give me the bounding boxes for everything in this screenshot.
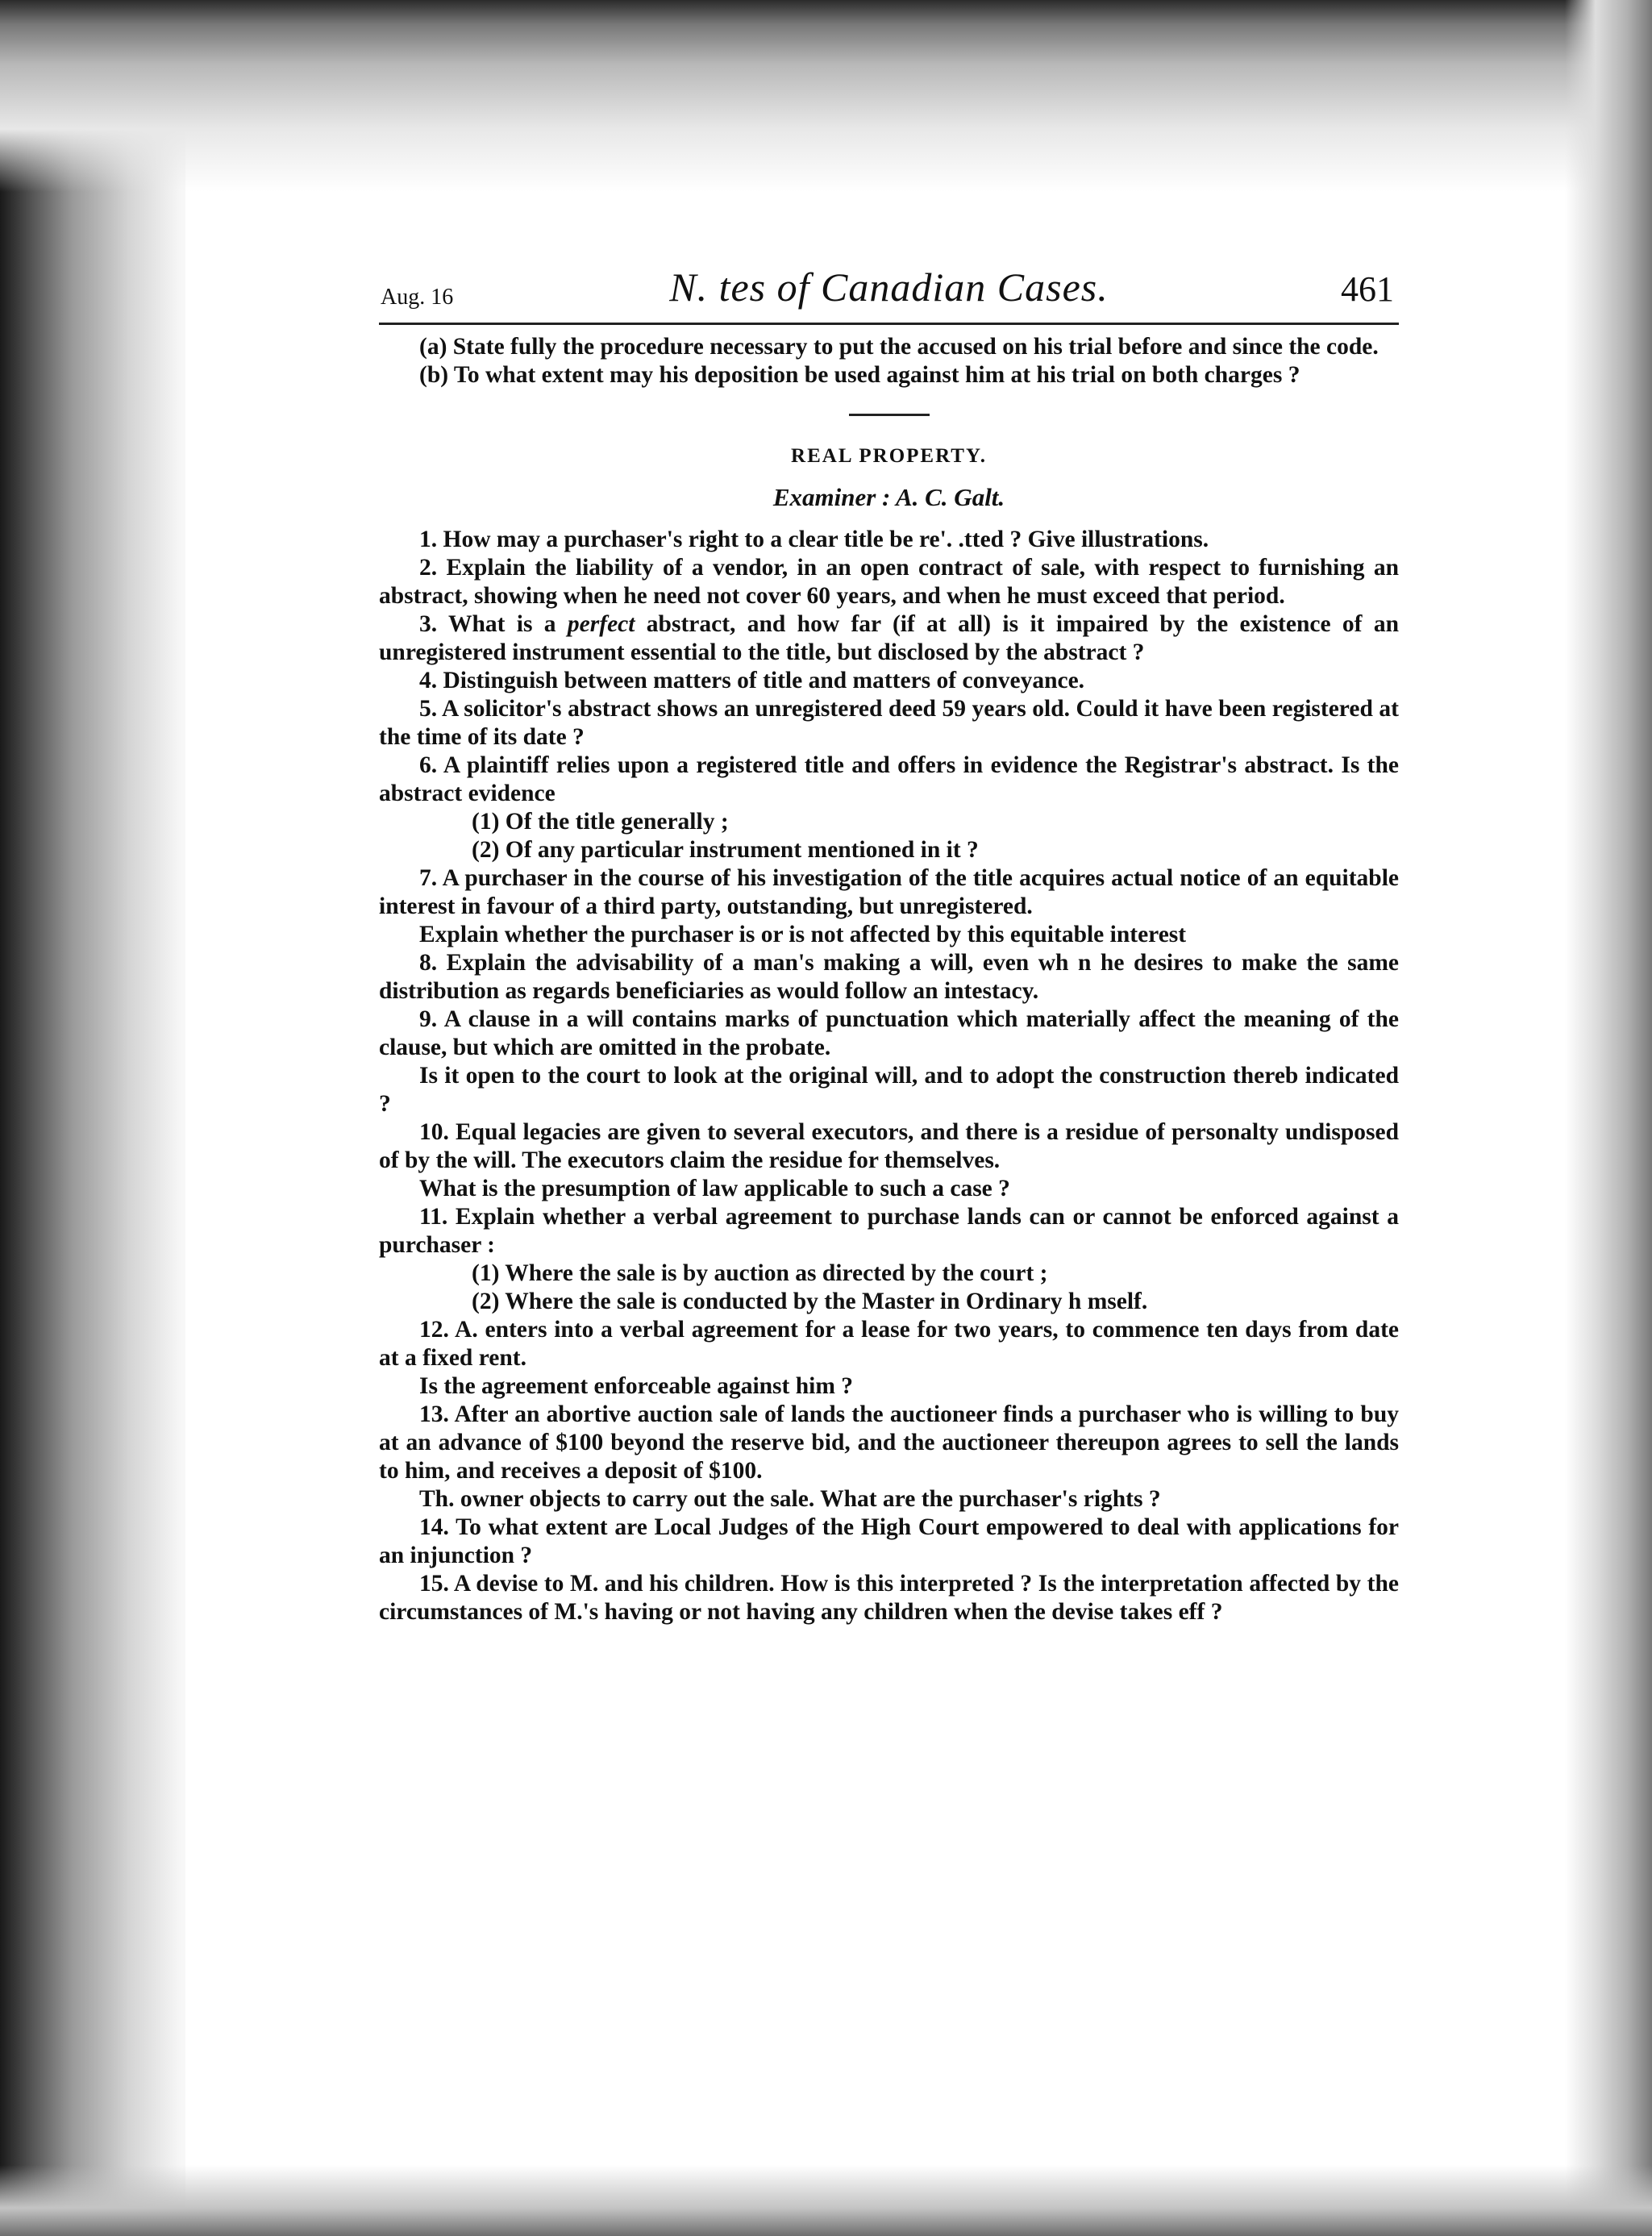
question-9: 9. A clause in a will contains marks of punctuation which materially affect the meaning of the clause, but which are omitted in the probate. xyxy=(379,1006,1399,1060)
question-6-sub-2: (2) Of any particular instrument mentioned in it ? xyxy=(472,837,979,863)
intro-item-b: (b) To what extent may his deposition be used against him at his trial on both charges ? xyxy=(419,362,1300,388)
question-14: 14. To what extent are Local Judges of the High Court empowered to deal with applications for an injunction ? xyxy=(379,1514,1399,1568)
scan-shadow-right xyxy=(1563,0,1652,2236)
scan-shadow-left xyxy=(0,0,185,2236)
question-9-follow: Is it open to the court to look at the original will, and to adopt the construction thereb indicated ? xyxy=(379,1063,1399,1117)
question-15: 15. A devise to M. and his children. How is this interpreted ? Is the interpretation affected by the circumstances of M.'s having or not having any children when the devise takes eff ? xyxy=(379,1571,1399,1625)
question-10-follow: What is the presumption of law applicable to such a case ? xyxy=(419,1176,1010,1201)
scan-shadow-top xyxy=(0,0,1652,194)
question-8: 8. Explain the advisability of a man's making a will, even wh n he desires to make the same distribution as regards beneficiaries as would follow an intestacy. xyxy=(379,950,1399,1004)
question-1: 1. How may a purchaser's right to a clear title be re'. .tted ? Give illustrations. xyxy=(419,527,1209,552)
question-12-follow: Is the agreement enforceable against him ? xyxy=(419,1373,854,1399)
question-11-sub-1: (1) Where the sale is by auction as directed by the court ; xyxy=(472,1260,1048,1286)
section-heading: REAL PROPERTY. xyxy=(791,445,987,467)
question-7: 7. A purchaser in the course of his investigation of the title acquires actual notice of an equitable interest in favour of a third party, outstanding, but unregistered. xyxy=(379,865,1399,919)
question-3-lead: 3. What is a xyxy=(419,611,568,637)
question-6-sub-1: (1) Of the title generally ; xyxy=(472,809,729,835)
page-body xyxy=(379,333,1399,1626)
question-7-follow: Explain whether the purchaser is or is not affected by this equitable interest xyxy=(419,922,1187,947)
examiner-line: Examiner : A. C. Galt. xyxy=(772,483,1005,511)
question-4: 4. Distinguish between matters of title and matters of conveyance. xyxy=(419,668,1085,693)
question-3 xyxy=(379,610,1399,667)
question-3-rest: abstract, and how far (if at all) is it impaired by the existence of an unregistered instrument essential to the title, but disclosed by the abstract ? xyxy=(379,611,1400,665)
question-12: 12. A. enters into a verbal agreement for a lease for two years, to commence ten days from date at a fixed rent. xyxy=(379,1317,1399,1371)
page-number: 461 xyxy=(1341,269,1394,309)
intro-item-a: (a) State fully the procedure necessary to put the accused on his trial before and since the code. xyxy=(419,334,1379,360)
header-date: Aug. 16 xyxy=(381,285,454,310)
question-5: 5. A solicitor's abstract shows an unregistered deed 59 years old. Could it have been registered at the time of its date ? xyxy=(379,696,1399,750)
question-11: 11. Explain whether a verbal agreement to purchase lands can or cannot be enforced against a purchaser : xyxy=(379,1204,1399,1258)
document-page xyxy=(379,262,1399,1626)
question-13-follow: Th. owner objects to carry out the sale. What are the purchaser's rights ? xyxy=(419,1486,1161,1512)
question-13: 13. After an abortive auction sale of lands the auctioneer finds a purchaser who is willing to buy at an advance of $100 beyond the reserve bid, and the auctioneer thereupon agrees to sell the lands to him, and receives a deposit of $100. xyxy=(379,1401,1399,1484)
question-2: 2. Explain the liability of a vendor, in an open contract of sale, with respect to furnishing an abstract, showing when he need not cover 60 years, and when he must exceed that period. xyxy=(379,555,1399,609)
question-3-emphasis: perfect xyxy=(567,611,635,637)
section-divider xyxy=(849,414,930,416)
scan-shadow-bottom xyxy=(0,2163,1652,2236)
header-title: N. tes of Canadian Cases. xyxy=(669,264,1109,310)
question-6: 6. A plaintiff relies upon a registered title and offers in evidence the Registrar's abstract. Is the abstract evidence xyxy=(379,752,1399,806)
question-10: 10. Equal legacies are given to several executors, and there is a residue of personalty undisposed of by the will. The executors claim the residue for themselves. xyxy=(379,1119,1399,1173)
question-11-sub-2: (2) Where the sale is conducted by the Master in Ordinary h mself. xyxy=(472,1289,1148,1314)
running-head xyxy=(379,262,1399,325)
